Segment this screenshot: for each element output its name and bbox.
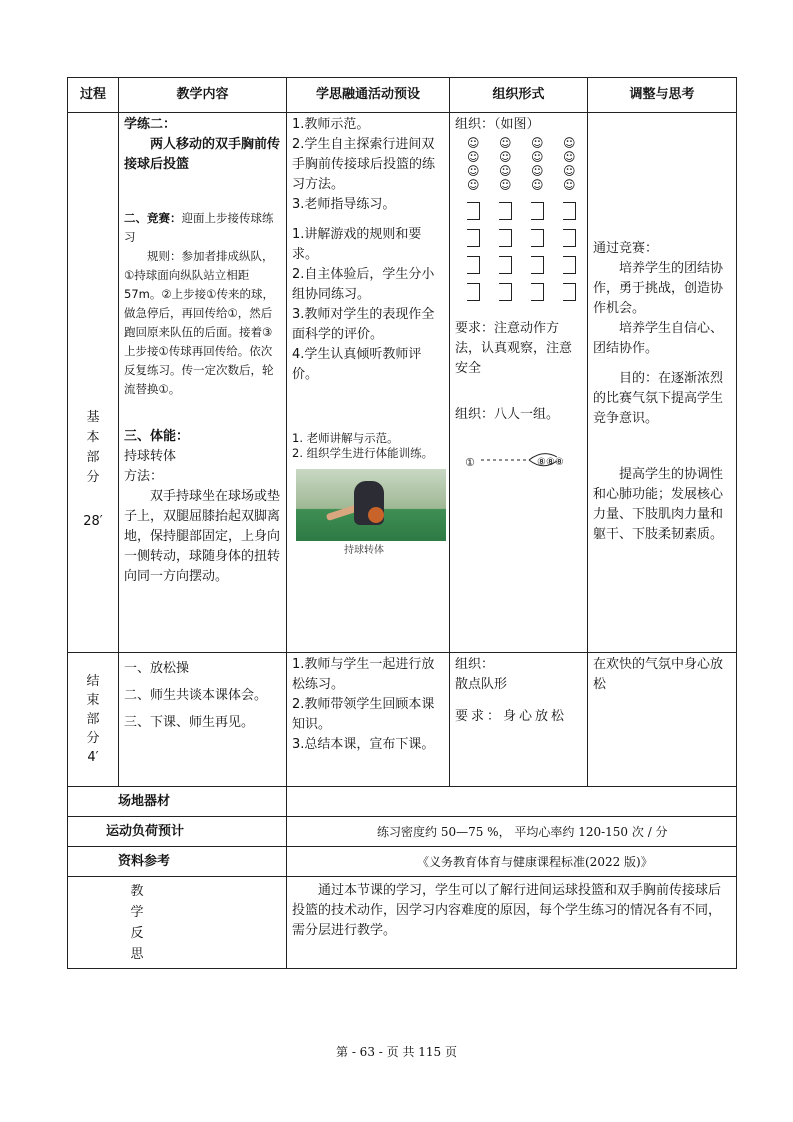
marker-icon xyxy=(563,283,576,301)
marker-icon xyxy=(499,202,512,220)
activity-b2: 2.自主体验后，学生分小组协同练习。 xyxy=(292,267,435,302)
ending-item-2: 二、师生共谈本课体会。 xyxy=(124,688,268,703)
header-row xyxy=(68,78,737,113)
marker-icon xyxy=(467,256,480,274)
method-label: 方法： xyxy=(124,469,164,484)
marker-icon xyxy=(531,256,544,274)
reflection-2: 培养学生自信心、团结协作。 xyxy=(593,321,724,356)
student-icon: ☺ xyxy=(499,150,512,164)
student-icon: ☺ xyxy=(499,164,512,178)
ending-part-row xyxy=(68,653,737,787)
ending-requirement: 要求：身心放松 xyxy=(455,709,568,724)
marker-icon xyxy=(531,202,544,220)
marker-icon xyxy=(531,283,544,301)
marker-icon xyxy=(563,202,576,220)
marker-icon xyxy=(499,283,512,301)
activity-a1: 1.教师示范。 xyxy=(292,117,370,132)
load-row xyxy=(68,817,737,847)
basic-organization xyxy=(450,113,588,653)
ending-activity-3: 3.总结本课，宣布下课。 xyxy=(292,737,435,752)
marker-formation xyxy=(467,202,582,301)
student-icon: ☺ xyxy=(499,178,512,192)
exercise-photo xyxy=(296,469,446,541)
teaching-reflection-row xyxy=(68,877,737,969)
student-icon: ☺ xyxy=(531,164,544,178)
student-icon: ☺ xyxy=(531,178,544,192)
marker-icon xyxy=(467,283,480,301)
reflection-1: 培养学生的团结协作，勇于挑战，创造协作机会。 xyxy=(593,261,724,316)
marker-icon xyxy=(499,229,512,247)
load-value: 练习密度约 50—75 %， 平均心率约 120-150 次 / 分 xyxy=(287,817,737,847)
student-icon: ☺ xyxy=(499,136,512,150)
activity-a2: 2.学生自主探索行进间双手胸前传接球后投篮的练习方法。 xyxy=(292,137,436,192)
marker-icon xyxy=(499,256,512,274)
organization-label-2: 组织：八人一组。 xyxy=(455,407,560,422)
student-icon: ☺ xyxy=(563,136,576,150)
activity-c2: 2. 组织学生进行体能训练。 xyxy=(292,446,434,460)
activity-c1: 1. 老师讲解与示范。 xyxy=(292,431,399,445)
venue-label: 场地器材 xyxy=(68,787,287,817)
reflection-3: 目的：在逐渐浓烈的比赛气氛下提高学生竞争意识。 xyxy=(593,371,724,426)
competition-rules: 规则：参加者排成纵队，①持球面向纵队站立相距57m。②上步接①传来的球，做急停后，再回传给①，然后跑回原来队伍的后面。接着③上步接①传球再回传给。依次反复练习。传一定次数后，轮流替换①。 xyxy=(124,249,274,396)
ending-reflection: 在欢快的气氛中身心放松 xyxy=(588,653,737,787)
student-icon: ☺ xyxy=(563,178,576,192)
load-label: 运动负荷预计 xyxy=(68,817,287,847)
basic-time: 28′ xyxy=(83,514,103,529)
competition-name: 迎面上步接传球练习 xyxy=(124,211,274,244)
marker-icon xyxy=(531,229,544,247)
diagram-end: ⑧⑧⑧ xyxy=(537,457,564,468)
organization-label-1: 组织：（如图） xyxy=(455,117,540,132)
pass-diagram xyxy=(455,425,582,483)
ending-time: 4′ xyxy=(87,750,99,765)
activity-b3: 3.教师对学生的表现作全面科学的评价。 xyxy=(292,307,435,342)
basic-content xyxy=(119,113,287,653)
drill-title: 学练二： xyxy=(124,117,177,132)
activity-b4: 4.学生认真倾听教师评价。 xyxy=(292,347,422,382)
student-icon: ☺ xyxy=(563,150,576,164)
ending-item-3: 三、下课、师生再见。 xyxy=(124,715,255,730)
activity-a3: 3.老师指导练习。 xyxy=(292,197,396,212)
competition-title: 二、竞赛： xyxy=(124,211,182,225)
student-icon: ☺ xyxy=(531,136,544,150)
student-formation xyxy=(467,137,582,192)
header-content: 教学内容 xyxy=(119,78,287,113)
diagram-start: ① xyxy=(465,456,475,469)
organization-requirement: 要求：注意动作方法，认真观察，注意安全 xyxy=(455,321,573,376)
header-organization: 组织形式 xyxy=(450,78,588,113)
lesson-plan-table xyxy=(67,77,737,969)
marker-icon xyxy=(563,256,576,274)
ending-activity-1: 1.教师与学生一起进行放松练习。 xyxy=(292,657,435,692)
fitness-name: 持球转体 xyxy=(124,449,177,464)
student-icon: ☺ xyxy=(467,164,480,178)
reflection-title: 通过竞赛： xyxy=(593,241,659,256)
basketball-icon xyxy=(368,507,384,523)
basic-phase-label: 基 本 部 分 28′ xyxy=(68,113,119,653)
teaching-reflection-label: 教 学 反 思 xyxy=(68,877,287,969)
method-text: 双手持球坐在球场或垫子上，双腿屈膝抬起双脚离地，保持腿部固定，上身向一侧转动，球随身体的扭转向同一方向摆动。 xyxy=(124,489,281,584)
photo-caption: 持球转体 xyxy=(344,545,384,556)
marker-icon xyxy=(467,229,480,247)
student-icon: ☺ xyxy=(467,136,480,150)
marker-icon xyxy=(563,229,576,247)
drill-name: 两人移动的双手胸前传接球后投篮 xyxy=(124,137,281,172)
ending-org-label: 组织： xyxy=(455,657,495,672)
reflection-4: 提高学生的协调性和心肺功能；发展核心力量、下肢肌肉力量和躯干、下肢柔韧素质。 xyxy=(593,467,724,542)
ending-activities xyxy=(287,653,450,787)
student-icon: ☺ xyxy=(563,164,576,178)
header-activities: 学思融通活动预设 xyxy=(287,78,450,113)
reference-value: 《义务教育体育与健康课程标准(2022 版)》 xyxy=(287,847,737,877)
activity-b1: 1.讲解游戏的规则和要求。 xyxy=(292,227,422,262)
ending-content xyxy=(119,653,287,787)
reference-label: 资料参考 xyxy=(68,847,287,877)
header-reflection: 调整与思考 xyxy=(588,78,737,113)
student-icon: ☺ xyxy=(531,150,544,164)
marker-icon xyxy=(467,202,480,220)
basic-activities xyxy=(287,113,450,653)
student-icon: ☺ xyxy=(467,150,480,164)
header-process: 过程 xyxy=(68,78,119,113)
page-number: 第 - 63 - 页 共 115 页 xyxy=(336,1045,457,1059)
ending-phase-label: 结 束 部 分 4′ xyxy=(68,653,119,787)
fitness-title: 三、体能： xyxy=(124,429,190,444)
ending-item-1: 一、放松操 xyxy=(124,661,190,676)
reference-row xyxy=(68,847,737,877)
basic-part-row xyxy=(68,113,737,653)
student-icon: ☺ xyxy=(467,178,480,192)
venue-row xyxy=(68,787,737,817)
ending-activity-2: 2.教师带领学生回顾本课知识。 xyxy=(292,697,435,732)
venue-value xyxy=(287,787,737,817)
basic-reflection xyxy=(588,113,737,653)
ending-formation: 散点队形 xyxy=(455,677,508,692)
ending-organization xyxy=(450,653,588,787)
teaching-reflection-text: 通过本节课的学习，学生可以了解行进间运球投篮和双手胸前传接球后投篮的技术动作，因学习内容难度的原因，每个学生练习的情况各有不同，需分层进行教学。 xyxy=(287,877,737,969)
